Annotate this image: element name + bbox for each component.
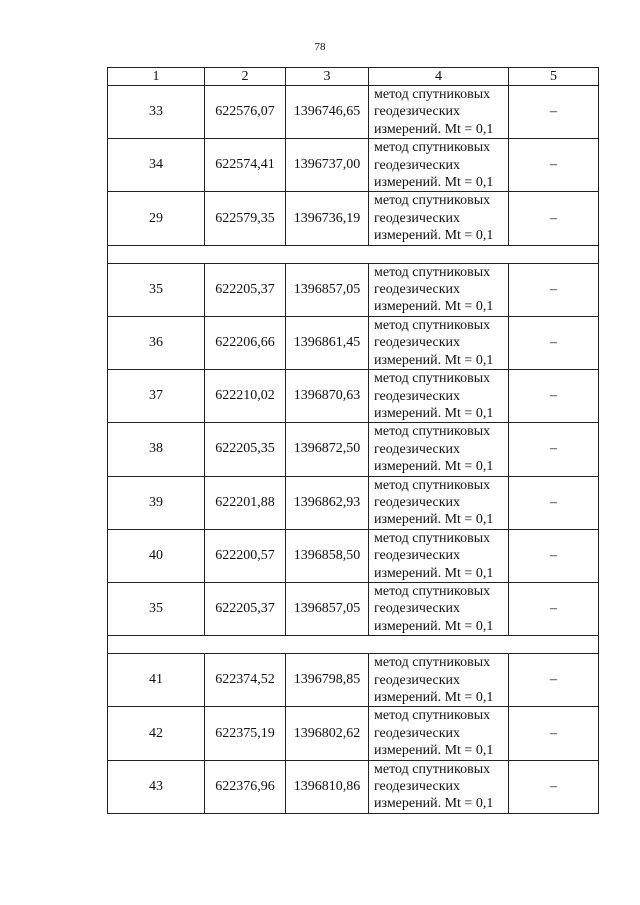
method-line: геодезических xyxy=(374,104,461,120)
error-cell: – xyxy=(509,529,599,582)
point-number-cell: 42 xyxy=(108,707,205,760)
method-line: измерений. Mt = 0,1 xyxy=(374,175,494,191)
y-coordinate-cell: 1396862,93 xyxy=(286,476,369,529)
header-cell-1: 1 xyxy=(108,68,205,86)
header-row xyxy=(108,68,599,86)
x-coordinate-cell: 622210,02 xyxy=(205,370,286,423)
method-line: метод спутниковых xyxy=(374,140,491,156)
header-cell-2: 2 xyxy=(205,68,286,86)
y-coordinate-cell: 1396798,85 xyxy=(286,654,369,707)
x-coordinate-cell: 622200,57 xyxy=(205,529,286,582)
separator-cell xyxy=(108,636,599,654)
x-coordinate-cell: 622576,07 xyxy=(205,86,286,139)
point-number-cell: 40 xyxy=(108,529,205,582)
method-line: измерений. Mt = 0,1 xyxy=(374,405,494,421)
method-line: метод спутниковых xyxy=(374,708,491,724)
y-coordinate-cell: 1396872,50 xyxy=(286,423,369,476)
y-coordinate-cell: 1396857,05 xyxy=(286,263,369,316)
method-line: измерений. Mt = 0,1 xyxy=(374,299,494,315)
method-line: измерений. Mt = 0,1 xyxy=(374,743,494,759)
method-line: геодезических xyxy=(374,672,461,688)
method-cell xyxy=(369,370,509,423)
table-row xyxy=(108,476,599,529)
y-coordinate-cell: 1396802,62 xyxy=(286,707,369,760)
method-line: геодезических xyxy=(374,157,461,173)
x-coordinate-cell: 622376,96 xyxy=(205,760,286,813)
x-coordinate-cell: 622205,37 xyxy=(205,582,286,635)
error-cell: – xyxy=(509,707,599,760)
method-line: геодезических xyxy=(374,548,461,564)
method-cell xyxy=(369,707,509,760)
error-cell: – xyxy=(509,263,599,316)
method-cell xyxy=(369,760,509,813)
x-coordinate-cell: 622375,19 xyxy=(205,707,286,760)
method-cell xyxy=(369,139,509,192)
y-coordinate-cell: 1396861,45 xyxy=(286,316,369,369)
error-cell: – xyxy=(509,316,599,369)
method-line: геодезических xyxy=(374,779,461,795)
method-cell xyxy=(369,423,509,476)
table-row xyxy=(108,192,599,245)
method-line: измерений. Mt = 0,1 xyxy=(374,352,494,368)
method-line: метод спутниковых xyxy=(374,530,491,546)
table-row xyxy=(108,370,599,423)
method-line: метод спутниковых xyxy=(374,193,491,209)
table-row xyxy=(108,760,599,813)
x-coordinate-cell: 622579,35 xyxy=(205,192,286,245)
y-coordinate-cell: 1396746,65 xyxy=(286,86,369,139)
table-row xyxy=(108,316,599,369)
error-cell: – xyxy=(509,476,599,529)
table-row xyxy=(108,654,599,707)
contour-separator-row xyxy=(108,636,599,654)
method-cell xyxy=(369,529,509,582)
point-number-cell: 35 xyxy=(108,582,205,635)
header-cell-3: 3 xyxy=(286,68,369,86)
table-body xyxy=(108,86,599,814)
method-line: метод спутниковых xyxy=(374,371,491,387)
error-cell: – xyxy=(509,760,599,813)
point-number-cell: 34 xyxy=(108,139,205,192)
page-number: 78 xyxy=(314,41,326,53)
error-cell: – xyxy=(509,423,599,476)
method-line: измерений. Mt = 0,1 xyxy=(374,565,494,581)
separator-cell xyxy=(108,245,599,263)
x-coordinate-cell: 622201,88 xyxy=(205,476,286,529)
method-cell xyxy=(369,263,509,316)
table-row xyxy=(108,423,599,476)
method-line: геодезических xyxy=(374,441,461,457)
method-line: геодезических xyxy=(374,335,461,351)
error-cell: – xyxy=(509,86,599,139)
point-number-cell: 41 xyxy=(108,654,205,707)
y-coordinate-cell: 1396857,05 xyxy=(286,582,369,635)
table-row xyxy=(108,582,599,635)
y-coordinate-cell: 1396858,50 xyxy=(286,529,369,582)
method-line: геодезических xyxy=(374,494,461,510)
method-line: метод спутниковых xyxy=(374,87,491,102)
point-number-cell: 37 xyxy=(108,370,205,423)
error-cell: – xyxy=(509,370,599,423)
method-line: измерений. Mt = 0,1 xyxy=(374,618,494,634)
method-line: геодезических xyxy=(374,282,461,298)
method-line: геодезических xyxy=(374,725,461,741)
method-line: метод спутниковых xyxy=(374,761,491,777)
point-number-cell: 39 xyxy=(108,476,205,529)
method-line: геодезических xyxy=(374,601,461,617)
method-cell xyxy=(369,316,509,369)
x-coordinate-cell: 622374,52 xyxy=(205,654,286,707)
x-coordinate-cell: 622574,41 xyxy=(205,139,286,192)
header-cell-5: 5 xyxy=(509,68,599,86)
point-number-cell: 36 xyxy=(108,316,205,369)
method-line: геодезических xyxy=(374,388,461,404)
method-line: метод спутниковых xyxy=(374,317,491,333)
point-number-cell: 29 xyxy=(108,192,205,245)
table-row xyxy=(108,529,599,582)
point-number-cell: 38 xyxy=(108,423,205,476)
method-line: измерений. Mt = 0,1 xyxy=(374,121,494,137)
table-row xyxy=(108,707,599,760)
contour-separator-row xyxy=(108,245,599,263)
error-cell: – xyxy=(509,654,599,707)
point-number-cell: 35 xyxy=(108,263,205,316)
error-cell: – xyxy=(509,192,599,245)
method-line: измерений. Mt = 0,1 xyxy=(374,796,494,812)
method-line: метод спутниковых xyxy=(374,655,491,671)
x-coordinate-cell: 622205,35 xyxy=(205,423,286,476)
y-coordinate-cell: 1396810,86 xyxy=(286,760,369,813)
method-cell xyxy=(369,654,509,707)
table-row xyxy=(108,263,599,316)
method-line: измерений. Mt = 0,1 xyxy=(374,512,494,528)
table-row xyxy=(108,139,599,192)
method-cell xyxy=(369,476,509,529)
error-cell: – xyxy=(509,582,599,635)
y-coordinate-cell: 1396737,00 xyxy=(286,139,369,192)
method-line: метод спутниковых xyxy=(374,477,491,493)
method-line: измерений. Mt = 0,1 xyxy=(374,459,494,475)
point-number-cell: 33 xyxy=(108,86,205,139)
method-cell xyxy=(369,582,509,635)
point-number-cell: 43 xyxy=(108,760,205,813)
method-line: измерений. Mt = 0,1 xyxy=(374,228,494,244)
y-coordinate-cell: 1396736,19 xyxy=(286,192,369,245)
error-cell: – xyxy=(509,139,599,192)
coordinates-table xyxy=(107,67,599,814)
x-coordinate-cell: 622205,37 xyxy=(205,263,286,316)
table-row xyxy=(108,86,599,139)
method-line: метод спутниковых xyxy=(374,264,491,280)
method-line: метод спутниковых xyxy=(374,424,491,440)
method-line: геодезических xyxy=(374,210,461,226)
method-line: метод спутниковых xyxy=(374,583,491,599)
x-coordinate-cell: 622206,66 xyxy=(205,316,286,369)
method-cell xyxy=(369,192,509,245)
method-line: измерений. Mt = 0,1 xyxy=(374,690,494,705)
method-cell xyxy=(369,86,509,139)
y-coordinate-cell: 1396870,63 xyxy=(286,370,369,423)
header-cell-4: 4 xyxy=(369,68,509,86)
